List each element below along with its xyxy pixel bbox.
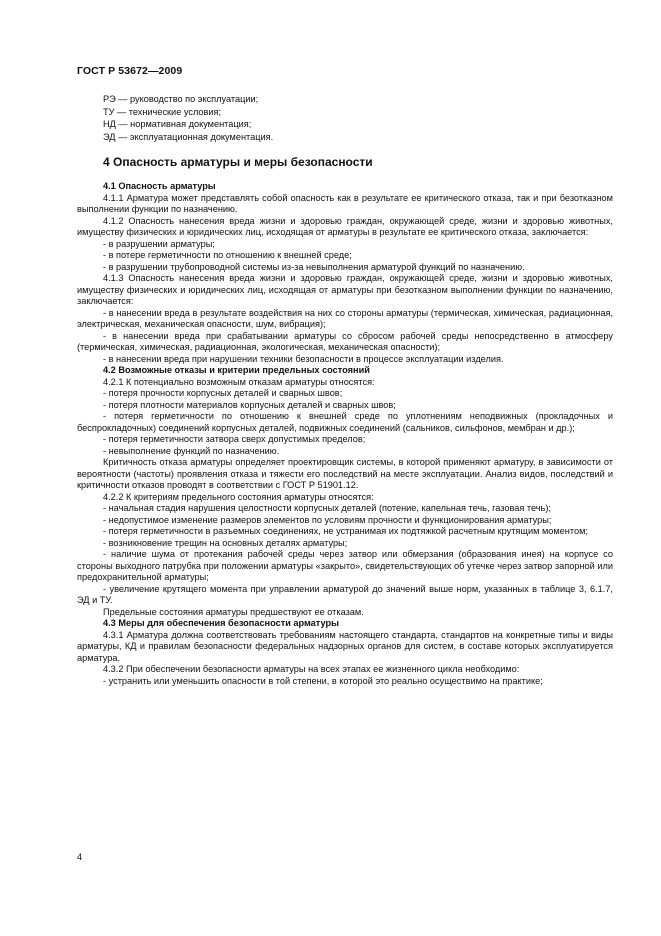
abbreviation-item: РЭ — руководство по эксплуатации; bbox=[103, 94, 259, 104]
subsection-heading: 4.2 Возможные отказы и критерии предельных состояний bbox=[103, 365, 370, 375]
paragraph: 4.2.1 К потенциально возможным отказам арматуры относятся: bbox=[103, 376, 375, 387]
paragraph: - в потере герметичности по отношению к внешней среде; bbox=[103, 250, 352, 260]
paragraph: - потеря герметичности в разъемных соединениях, не устранимая их подтяжкой расчетным крутящим моментом; bbox=[103, 526, 588, 536]
paragraph: - в разрушении арматуры; bbox=[103, 238, 215, 249]
paragraph: 4.1.1 Арматура может представлять собой опасность как в результате ее критического отказа, так и при безотказном выполнении функции по назначению. bbox=[77, 192, 613, 214]
page-number: 4 bbox=[77, 852, 83, 862]
body-text bbox=[77, 181, 613, 687]
abbreviation-item: ЭД — эксплуатационная документация. bbox=[103, 131, 274, 142]
paragraph: - устранить или уменьшить опасности в той степени, в которой это реально осуществимо на практике; bbox=[103, 675, 543, 686]
standard-code-header: ГОСТ Р 53672—2009 bbox=[77, 65, 183, 77]
paragraph: - в нанесении вреда в результате воздействия на них со стороны арматуры (термическая, химическая, радиационная, электрическая, механическая опасности, шум, вибрация); bbox=[77, 307, 613, 329]
paragraph: Предельные состояния арматуры предшествуют ее отказам. bbox=[103, 606, 364, 617]
abbreviations-list bbox=[103, 93, 273, 143]
paragraph: - потеря герметичности по отношению к внешней среде по уплотнениям неподвижных (прокладочных и беспрокладочных) соединений корпусных деталей, подвижных соединений (сальников, сильфонов, мембран и др.); bbox=[77, 411, 613, 433]
section-heading: 4 Опасность арматуры и меры безопасности bbox=[103, 155, 373, 169]
paragraph: - в нанесении вреда при срабатывании арматуры со сбросом рабочей среды непосредственно в атмосферу (термическая, химическая, радиационная, экологическая, механическая опасности); bbox=[77, 330, 613, 352]
subsection-heading: 4.3 Меры для обеспечения безопасности арматуры bbox=[103, 618, 339, 628]
paragraph: - потеря прочности корпусных деталей и сварных швов; bbox=[103, 388, 343, 398]
paragraph: - увеличение крутящего момента при управлении арматурой до значений выше норм, указанных в таблице 3, 6.1.7, ЭД и ТУ. bbox=[77, 583, 613, 605]
paragraph: - в нанесении вреда при нарушении техники безопасности в процессе эксплуатации изделия. bbox=[103, 353, 504, 364]
abbreviation-item: НД — нормативная документация; bbox=[103, 119, 252, 130]
subsection-heading: 4.1 Опасность арматуры bbox=[103, 181, 216, 191]
paragraph: - потеря плотности материалов корпусных деталей и сварных швов; bbox=[103, 399, 396, 410]
paragraph: - невыполнение функций по назначению. bbox=[103, 445, 280, 456]
paragraph: 4.1.2 Опасность нанесения вреда жизни и здоровью граждан, окружающей среде, жизни и здоровью животных, имуществу физических и юридических лиц, исходящая от арматуры в результате ее критического отказа, заключается: bbox=[77, 215, 613, 237]
paragraph: - возникновение трещин на основных деталях арматуры; bbox=[103, 537, 348, 548]
paragraph: 4.3.1 Арматура должна соответствовать требованиям настоящего стандарта, стандартов на конкретные типы и виды арматуры, КД и правилам безопасности федеральных надзорных органов для систем, в составе которых эксплуатируется арматура. bbox=[77, 629, 613, 663]
paragraph: - наличие шума от протекания рабочей среды через затвор или обмерзания (образования инея) на корпусе со стороны выходного патрубка при положении арматуры «закрыто», свидетельствующих об утечке через затвор запорной или предохранительной арматуры; bbox=[77, 549, 613, 582]
paragraph: - недопустимое изменение размеров элементов по условиям прочности и функционирования арматуры; bbox=[103, 514, 552, 525]
paragraph: - потеря герметичности затвора сверх допустимых пределов; bbox=[103, 434, 366, 444]
paragraph: 4.3.2 При обеспечении безопасности арматуры на всех этапах ее жизненного цикла необходимо: bbox=[103, 664, 520, 674]
paragraph: 4.1.3 Опасность нанесения вреда жизни и здоровью граждан, окружающей среде, жизни и здоровью животных, имуществу физических и юридических лиц, исходящая от арматуры при безотказном выполнении функции по назначению, заключается: bbox=[77, 273, 613, 306]
paragraph: - начальная стадия нарушения целостности корпусных деталей (потение, капельная течь, газовая течь); bbox=[103, 503, 551, 513]
abbreviation-item: ТУ — технические условия; bbox=[103, 106, 222, 117]
paragraph: 4.2.2 К критериям предельного состояния арматуры относятся: bbox=[103, 491, 374, 502]
paragraph: Критичность отказа арматуры определяет проектировщик системы, в которой применяют арматуру, в зависимости от вероятности (частоты) проявления отказа и тяжести его последствий на месте эксплуатации. Анализ видов, последствий и критичности отказов проводят в соответствии с ГОСТ Р 51901.12. bbox=[77, 457, 613, 490]
paragraph: - в разрушении трубопроводной системы из-за невыполнения арматурой функций по назначению. bbox=[103, 261, 525, 272]
